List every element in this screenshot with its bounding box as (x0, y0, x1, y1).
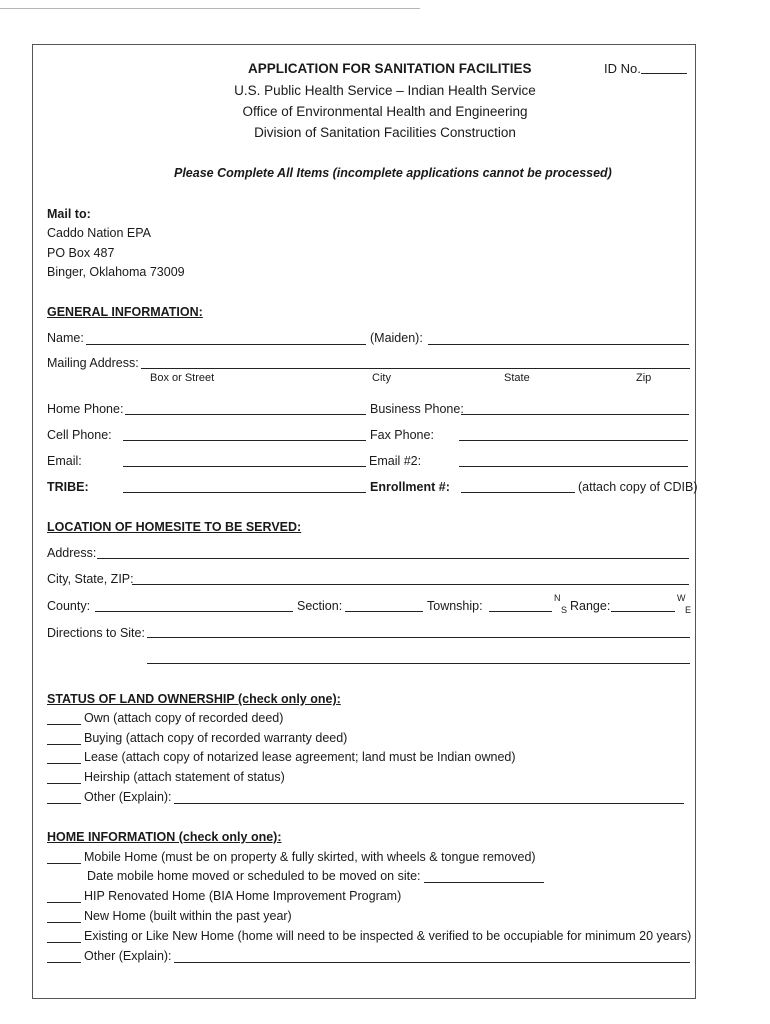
mailing-address-label: Mailing Address: (47, 356, 139, 370)
email2-label: Email #2: (369, 454, 422, 468)
box-street-caption: Box or Street (150, 372, 215, 384)
name-field[interactable] (86, 344, 366, 345)
home-hip-label: HIP Renovated Home (BIA Home Improvement Program) (84, 889, 402, 903)
township-label: Township: (427, 599, 483, 613)
cell-phone-field[interactable] (123, 440, 366, 441)
id-field[interactable] (641, 73, 687, 74)
land-other-explain-field[interactable] (174, 803, 684, 804)
directions-label: Directions to Site: (47, 626, 145, 640)
range-field[interactable] (611, 611, 675, 612)
email2-field[interactable] (459, 466, 688, 467)
township-n: N (554, 593, 561, 603)
land-buying-label: Buying (attach copy of recorded warranty deed) (84, 731, 348, 745)
tribe-label: TRIBE: (47, 480, 89, 494)
home-other-label: Other (Explain): (84, 949, 172, 963)
range-w: W (677, 593, 686, 603)
directions-field[interactable] (147, 637, 690, 638)
range-label: Range: (570, 599, 611, 613)
home-existing-checkbox[interactable] (47, 942, 81, 943)
township-s: S (561, 605, 568, 615)
home-existing-label: Existing or Like New Home (home will need to be inspected & verified to be occupiable for minimum 20 years) (84, 929, 692, 943)
mail-name: Caddo Nation EPA (47, 226, 151, 240)
tribe-field[interactable] (123, 492, 366, 493)
maiden-label: (Maiden): (370, 331, 423, 345)
land-heirship-label: Heirship (attach statement of status) (84, 770, 285, 784)
home-new-label: New Home (built within the past year) (84, 909, 292, 923)
land-other-checkbox[interactable] (47, 803, 81, 804)
land-lease-label: Lease (attach copy of notarized lease agreement; land must be Indian owned) (84, 750, 516, 764)
mail-box: PO Box 487 (47, 246, 115, 260)
address-label: Address: (47, 546, 97, 560)
home-mobile-checkbox[interactable] (47, 863, 81, 864)
header-line-3: Division of Sanitation Facilities Construction (254, 125, 516, 140)
land-heading: STATUS OF LAND OWNERSHIP (check only one): (47, 692, 341, 706)
home-phone-label: Home Phone: (47, 402, 124, 416)
home-phone-field[interactable] (125, 414, 366, 415)
cell-phone-label: Cell Phone: (47, 428, 112, 442)
city-caption: City (372, 372, 391, 384)
home-hip-checkbox[interactable] (47, 902, 81, 903)
home-other-checkbox[interactable] (47, 962, 81, 963)
fax-phone-field[interactable] (459, 440, 688, 441)
fax-phone-label: Fax Phone: (370, 428, 434, 442)
email-label: Email: (47, 454, 82, 468)
header-line-1: U.S. Public Health Service – Indian Health Service (234, 83, 536, 98)
header-line-2: Office of Environmental Health and Engineering (242, 104, 528, 119)
zip-caption: Zip (636, 372, 652, 384)
mobile-date-field[interactable] (424, 882, 544, 883)
address-field[interactable] (97, 558, 689, 559)
email-field[interactable] (123, 466, 366, 467)
home-heading: HOME INFORMATION (check only one): (47, 830, 282, 844)
state-caption: State (504, 372, 530, 384)
location-heading: LOCATION OF HOMESITE TO BE SERVED: (47, 520, 302, 534)
mailing-address-field[interactable] (141, 368, 690, 369)
home-mobile-label: Mobile Home (must be on property & fully skirted, with wheels & tongue removed) (84, 850, 536, 864)
home-new-checkbox[interactable] (47, 922, 81, 923)
id-label: ID No. (604, 61, 641, 76)
land-own-checkbox[interactable] (47, 724, 81, 725)
township-field[interactable] (489, 611, 552, 612)
general-heading: GENERAL INFORMATION: (47, 305, 203, 319)
section-label: Section: (297, 599, 343, 613)
name-label: Name: (47, 331, 84, 345)
county-field[interactable] (95, 611, 293, 612)
attach-cdib-note: (attach copy of CDIB) (578, 480, 698, 494)
business-phone-field[interactable] (461, 414, 689, 415)
city-state-zip-label: City, State, ZIP: (47, 572, 134, 586)
notice: Please Complete All Items (incomplete applications cannot be processed) (174, 166, 612, 180)
maiden-field[interactable] (428, 344, 689, 345)
land-buying-checkbox[interactable] (47, 744, 81, 745)
business-phone-label: Business Phone: (370, 402, 464, 416)
land-own-label: Own (attach copy of recorded deed) (84, 711, 284, 725)
top-scan-line (0, 8, 420, 9)
mail-city: Binger, Oklahoma 73009 (47, 265, 185, 279)
enrollment-label: Enrollment #: (370, 480, 450, 494)
mail-to-label: Mail to: (47, 207, 91, 221)
city-state-zip-field[interactable] (132, 584, 689, 585)
mobile-date-label: Date mobile home moved or scheduled to be moved on site: (87, 869, 421, 883)
land-other-label: Other (Explain): (84, 790, 172, 804)
section-field[interactable] (345, 611, 423, 612)
land-heirship-checkbox[interactable] (47, 783, 81, 784)
range-e: E (685, 605, 692, 615)
form-title: APPLICATION FOR SANITATION FACILITIES (248, 61, 532, 76)
directions-field-line2[interactable] (147, 663, 690, 664)
land-lease-checkbox[interactable] (47, 763, 81, 764)
enrollment-field[interactable] (461, 492, 575, 493)
home-other-explain-field[interactable] (174, 962, 690, 963)
county-label: County: (47, 599, 91, 613)
